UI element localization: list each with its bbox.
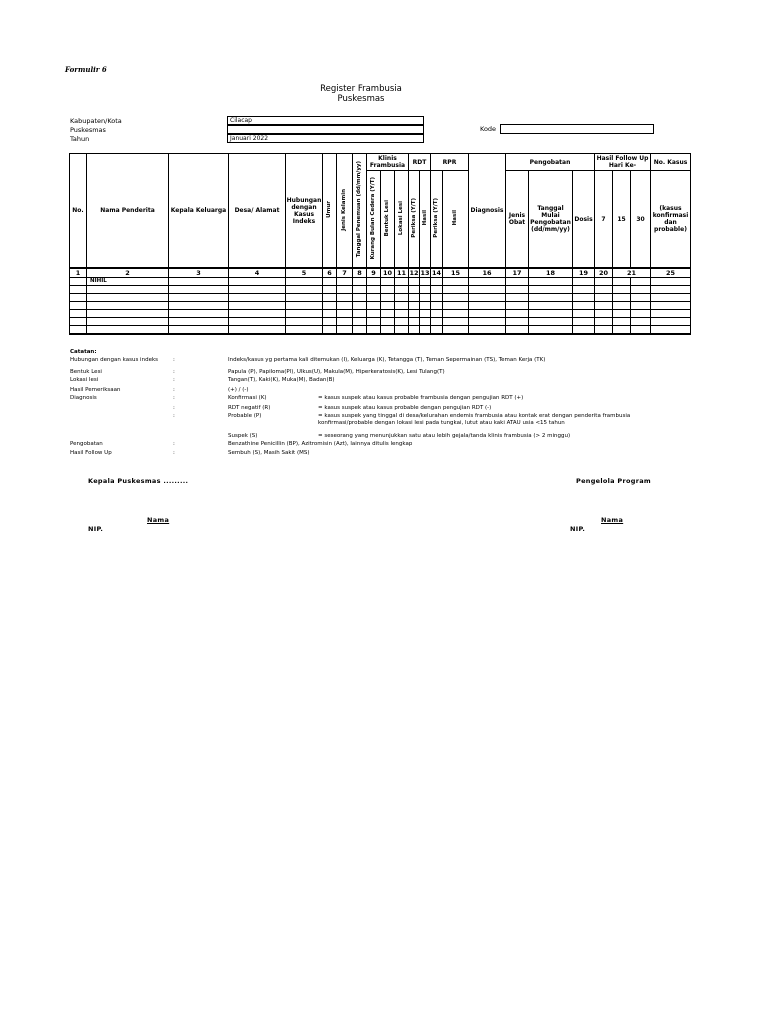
table-cell[interactable] [169,278,229,286]
column-number: 17 [506,268,529,278]
table-cell[interactable] [337,326,353,335]
table-cell[interactable] [469,326,506,335]
header-jenis-kelamin-text: Jenis Kelamin [341,188,347,231]
header-tgl-mulai: Tanggal Mulai Pengobatan (dd/mm/yy) [529,171,573,269]
table-cell[interactable] [353,286,367,294]
table-cell[interactable] [431,302,443,310]
header-rpr: RPR [431,154,469,171]
header-no: No. [70,154,87,269]
table-cell[interactable] [420,286,431,294]
table-cell[interactable] [169,310,229,318]
table-cell[interactable] [87,310,169,318]
table-cell[interactable] [651,294,691,302]
note-definition: = kasus suspek atau kasus probable frambusia dengan pengujian RDT (+) [318,395,524,401]
table-cell[interactable] [381,294,395,302]
header-rdt-periksa [409,171,420,269]
table-cell[interactable] [595,318,613,326]
note-value: RDT negatif (R) [228,405,271,411]
table-cell[interactable] [573,310,595,318]
table-cell[interactable] [651,310,691,318]
table-cell[interactable] [409,278,420,286]
table-cell[interactable] [70,286,87,294]
table-cell[interactable] [229,326,286,335]
header-jenis-kelamin [337,154,353,269]
table-cell[interactable] [573,318,595,326]
header-nama: Nama Penderita [87,154,169,269]
table-cell[interactable] [395,302,409,310]
table-cell[interactable] [420,326,431,335]
table-cell[interactable] [631,318,651,326]
header-dosis: Dosis [573,171,595,269]
table-cell[interactable] [70,294,87,302]
table-row [70,294,691,302]
table-cell[interactable] [381,286,395,294]
table-cell[interactable] [381,302,395,310]
table-cell[interactable] [409,302,420,310]
table-cell[interactable] [443,286,469,294]
column-number: 25 [651,268,691,278]
table-cell[interactable] [229,302,286,310]
table-cell[interactable] [613,326,631,335]
table-cell[interactable] [651,278,691,286]
table-cell[interactable] [613,294,631,302]
table-cell[interactable] [70,326,87,335]
puskesmas-field[interactable] [227,125,424,134]
header-no-kasus-sub: (kasus konfirmasi dan probable) [651,171,691,269]
puskesmas-label: Puskesmas [70,126,106,134]
table-cell[interactable] [595,326,613,335]
table-cell[interactable] [353,310,367,318]
table-cell[interactable] [469,310,506,318]
table-cell[interactable] [169,318,229,326]
table-cell[interactable] [420,318,431,326]
table-cell[interactable] [506,302,529,310]
note-value: Benzathine Penicillin (BP), Azitromisin (Azt), lainnya ditulis lengkap [228,441,413,447]
header-fu-7: 7 [595,171,613,269]
table-cell[interactable] [367,302,381,310]
column-number: 6 [323,268,337,278]
kepala-nip-label: NIP. [88,525,104,533]
table-cell[interactable] [337,294,353,302]
table-cell[interactable] [70,302,87,310]
table-row [70,326,691,335]
page-title: Register Frambusia [320,84,402,94]
kode-label: Kode [480,125,497,133]
table-cell[interactable] [469,294,506,302]
table-cell[interactable] [529,310,573,318]
note-value: Konfirmasi (K) [228,395,267,401]
table-cell[interactable] [286,278,323,286]
table-cell[interactable] [431,286,443,294]
header-lokasi-lesi [395,171,409,269]
header-kurang-bulan [367,171,381,269]
table-cell[interactable] [631,286,651,294]
table-cell[interactable] [323,310,337,318]
table-cell[interactable] [323,326,337,335]
table-cell[interactable] [353,318,367,326]
table-cell[interactable] [651,326,691,335]
column-number: 8 [353,268,367,278]
table-cell[interactable] [420,302,431,310]
kabupaten-label: Kabupaten/Kota [70,117,122,125]
table-cell[interactable] [443,326,469,335]
table-cell[interactable] [506,326,529,335]
table-cell[interactable] [631,278,651,286]
table-cell[interactable] [286,318,323,326]
column-number: 9 [367,268,381,278]
kabupaten-field[interactable]: Cilacap [227,116,424,125]
header-lokasi-lesi-text: Lokasi Lesi [398,200,404,236]
table-cell[interactable] [395,294,409,302]
table-cell[interactable] [87,294,169,302]
table-cell[interactable] [337,318,353,326]
table-cell[interactable] [613,318,631,326]
table-cell[interactable] [409,286,420,294]
header-rdt-hasil [420,171,431,269]
table-cell[interactable] [409,294,420,302]
note-definition: = kasus suspek yang tinggal di desa/kelurahan endemis frambusia atau kontak erat dengan penderita frambusia [318,413,631,419]
table-row [70,286,691,294]
notes-heading: Catatan: [70,349,97,355]
note-colon: : [173,387,175,393]
column-number: 13 [420,268,430,277]
table-cell[interactable] [573,294,595,302]
header-no-kasus: No. Kasus [651,154,691,171]
note-label: Pengobatan [70,441,103,447]
table-cell[interactable] [631,302,651,310]
table-cell[interactable] [651,302,691,310]
table-cell[interactable] [337,286,353,294]
column-number: 10 [381,268,395,278]
note-value: (+) / (-) [228,387,249,393]
note-definition: = seseorang yang menunjukkan satu atau lebih gejala/tanda klinis frambusia (> 2 minggu) [318,433,571,439]
table-cell[interactable] [169,286,229,294]
table-cell[interactable] [443,278,469,286]
header-kepala: Kepala Keluarga [169,154,229,269]
header-diagnosis: Diagnosis [469,154,506,269]
table-cell[interactable] [431,318,443,326]
table-cell[interactable] [395,310,409,318]
table-cell[interactable] [286,294,323,302]
table-cell[interactable] [381,318,395,326]
page-subtitle: Puskesmas [337,94,385,104]
header-fu-30: 30 [631,171,651,269]
table-cell[interactable] [381,310,395,318]
header-kurang-bulan-text: Kurang Bulan Cedera (Y/T) [370,176,376,260]
table-row [70,278,691,286]
table-cell[interactable] [613,278,631,286]
table-cell[interactable] [323,318,337,326]
table-cell-nama[interactable]: NIHIL [87,278,169,286]
table-cell[interactable] [431,310,443,318]
table-cell[interactable] [409,310,420,318]
table-cell[interactable] [323,294,337,302]
table-cell[interactable] [367,286,381,294]
table-cell[interactable] [70,318,87,326]
table-cell[interactable] [573,326,595,335]
note-value: Tangan(T), Kaki(K), Muka(M), Badan(B) [228,377,335,383]
table-cell[interactable] [367,294,381,302]
table-cell[interactable] [631,310,651,318]
column-number: 1 [70,268,87,278]
header-bentuk-lesi [381,171,395,269]
table-cell[interactable] [631,294,651,302]
table-cell[interactable] [323,286,337,294]
header-fu-15: 15 [613,171,631,269]
table-cell[interactable] [506,278,529,286]
register-table [69,153,691,335]
column-number: 20 [595,268,613,278]
table-cell[interactable] [367,326,381,335]
header-jenis-obat: Jenis Obat [506,171,529,269]
table-cell[interactable] [286,302,323,310]
table-cell[interactable] [409,318,420,326]
note-value: Suspek (S) [228,433,258,439]
header-rpr-hasil [443,171,469,269]
table-cell[interactable] [169,326,229,335]
table-cell[interactable] [229,310,286,318]
note-value: Indeks/kasus yg pertama kali ditemukan (I), Keluarga (K), Tetangga (T), Teman Sepermainan (TS), Teman Kerja (TK) [228,357,546,363]
header-klinis: Klinis Frambusia [367,154,409,171]
header-rdt-hasil-text: Hasil [421,210,428,226]
table-cell[interactable] [573,286,595,294]
header-tgl-temuan [353,154,367,269]
column-number: 12 [409,268,419,277]
header-hubungan: Hubungan dengan Kasus Indeks [286,154,323,269]
pengelola-name-label: Nama [601,516,624,524]
table-cell[interactable] [595,294,613,302]
table-cell[interactable] [367,278,381,286]
table-cell[interactable] [529,302,573,310]
table-cell[interactable] [337,278,353,286]
note-definition: = kasus suspek atau kasus probable dengan pengujian RDT (-) [318,405,492,411]
table-cell[interactable] [595,310,613,318]
table-cell[interactable] [443,318,469,326]
note-colon: : [173,413,175,419]
column-number: 15 [443,268,469,278]
header-rdt-periksa-text: Periksa (Y/T) [410,198,417,238]
note-value: Papula (P), Papiloma(Pl), Ulkus(U), Makula(M), Hiperkeratosis(K), Lesi Tulang(T) [228,369,445,375]
header-follow-up: Hasil Follow Up Hari Ke- [595,154,651,171]
header-desa: Desa/ Alamat [229,154,286,269]
table-cell[interactable] [286,326,323,335]
table-cell[interactable] [229,294,286,302]
note-definition-cont: konfirmasi/probable dengan lokasi lesi pada tungkai, lutut atau kaki ATAU usia <15 tahun [318,420,565,426]
table-cell[interactable] [353,278,367,286]
table-cell[interactable] [420,294,431,302]
table-cell[interactable] [595,286,613,294]
column-number-row [70,268,691,278]
table-cell[interactable] [573,278,595,286]
table-cell[interactable] [529,286,573,294]
table-cell[interactable] [469,286,506,294]
column-number: 2 [87,268,169,278]
table-cell[interactable] [286,310,323,318]
table-cell[interactable] [169,294,229,302]
table-cell[interactable] [573,302,595,310]
note-colon: : [173,441,175,447]
kode-field[interactable] [500,124,654,134]
table-cell[interactable] [353,326,367,335]
pengelola-program-label: Pengelola Program [576,477,651,485]
table-cell[interactable] [506,294,529,302]
kepala-name-label: Nama [147,516,170,524]
note-value: Probable (P) [228,413,262,419]
table-cell[interactable] [529,318,573,326]
pengelola-nip-label: NIP. [570,525,586,533]
table-cell[interactable] [431,278,443,286]
table-cell[interactable] [229,286,286,294]
table-cell[interactable] [395,318,409,326]
table-cell[interactable] [381,326,395,335]
table-cell[interactable] [443,310,469,318]
note-value: Sembuh (S), Masih Sakit (MS) [228,450,310,456]
table-cell[interactable] [529,278,573,286]
table-cell[interactable] [353,294,367,302]
table-row [70,318,691,326]
table-cell[interactable] [367,318,381,326]
column-number: 7 [337,268,353,278]
form-code: Formulir 6 [65,65,107,74]
table-cell[interactable] [469,318,506,326]
table-cell[interactable] [87,302,169,310]
table-cell[interactable] [353,302,367,310]
note-label: Bentuk Lesi [70,369,102,375]
column-number: 11 [395,268,409,278]
table-cell[interactable] [337,310,353,318]
note-colon: : [173,369,175,375]
column-number: 5 [286,268,323,278]
header-umur-text: Umur [326,201,332,218]
table-cell[interactable] [169,302,229,310]
table-cell[interactable] [395,278,409,286]
note-label: Diagnosis [70,395,97,401]
table-cell[interactable] [506,318,529,326]
table-cell[interactable] [395,326,409,335]
tahun-label: Tahun [70,135,90,143]
header-rpr-periksa-text: Periksa (Y/T) [433,198,439,238]
tahun-field[interactable]: Januari 2022 [227,134,424,143]
table-cell[interactable] [631,326,651,335]
table-cell[interactable] [87,318,169,326]
header-rdt: RDT [409,154,431,171]
note-label: Hubungan dengan kasus indeks [70,357,158,363]
column-number: 16 [469,268,506,278]
table-cell[interactable] [420,310,431,318]
table-cell[interactable] [613,302,631,310]
table-cell[interactable] [431,326,443,335]
note-colon: : [173,405,175,411]
table-cell[interactable] [595,278,613,286]
table-cell[interactable] [87,286,169,294]
table-cell[interactable] [595,302,613,310]
column-number: 21 [613,268,651,278]
table-row [70,310,691,318]
note-colon: : [173,450,175,456]
table-cell[interactable] [469,278,506,286]
table-cell[interactable] [409,326,420,335]
header-rpr-periksa [431,171,443,269]
table-cell[interactable] [443,302,469,310]
table-cell[interactable] [431,294,443,302]
table-cell[interactable] [651,286,691,294]
note-colon: : [173,395,175,401]
column-number: 4 [229,268,286,278]
table-cell[interactable] [87,326,169,335]
table-cell[interactable] [395,286,409,294]
table-cell[interactable] [506,286,529,294]
header-umur [323,154,337,269]
header-tgl-temuan-text: Tanggal Penemuan (dd/mm/yy) [356,161,362,258]
table-cell[interactable] [286,286,323,294]
header-pengobatan: Pengobatan [506,154,595,171]
table-cell[interactable] [469,302,506,310]
table-cell[interactable] [613,286,631,294]
table-cell[interactable] [229,318,286,326]
table-cell[interactable] [70,310,87,318]
table-cell[interactable] [70,278,87,286]
table-cell[interactable] [443,294,469,302]
table-cell[interactable] [381,278,395,286]
note-colon: : [173,377,175,383]
table-cell[interactable] [506,310,529,318]
table-cell[interactable] [367,310,381,318]
column-number: 14 [431,268,442,277]
kepala-puskesmas-label: Kepala Puskesmas ......... [88,477,189,485]
table-cell[interactable] [229,278,286,286]
table-cell[interactable] [420,278,431,286]
table-cell[interactable] [613,310,631,318]
table-cell[interactable] [323,278,337,286]
table-cell[interactable] [337,302,353,310]
header-bentuk-lesi-text: Bentuk Lesi [384,199,390,237]
table-cell[interactable] [651,318,691,326]
column-number: 19 [573,268,595,278]
header-rpr-hasil-text: Hasil [452,210,458,226]
table-cell[interactable] [529,294,573,302]
note-colon: : [173,357,175,363]
column-number: 3 [169,268,229,278]
note-label: Hasil Pemeriksaan [70,387,121,393]
note-label: Lokasi lesi [70,377,99,383]
column-number: 18 [529,268,573,278]
table-row [70,302,691,310]
note-label: Hasil Follow Up [70,450,112,456]
table-cell[interactable] [323,302,337,310]
table-cell[interactable] [529,326,573,335]
